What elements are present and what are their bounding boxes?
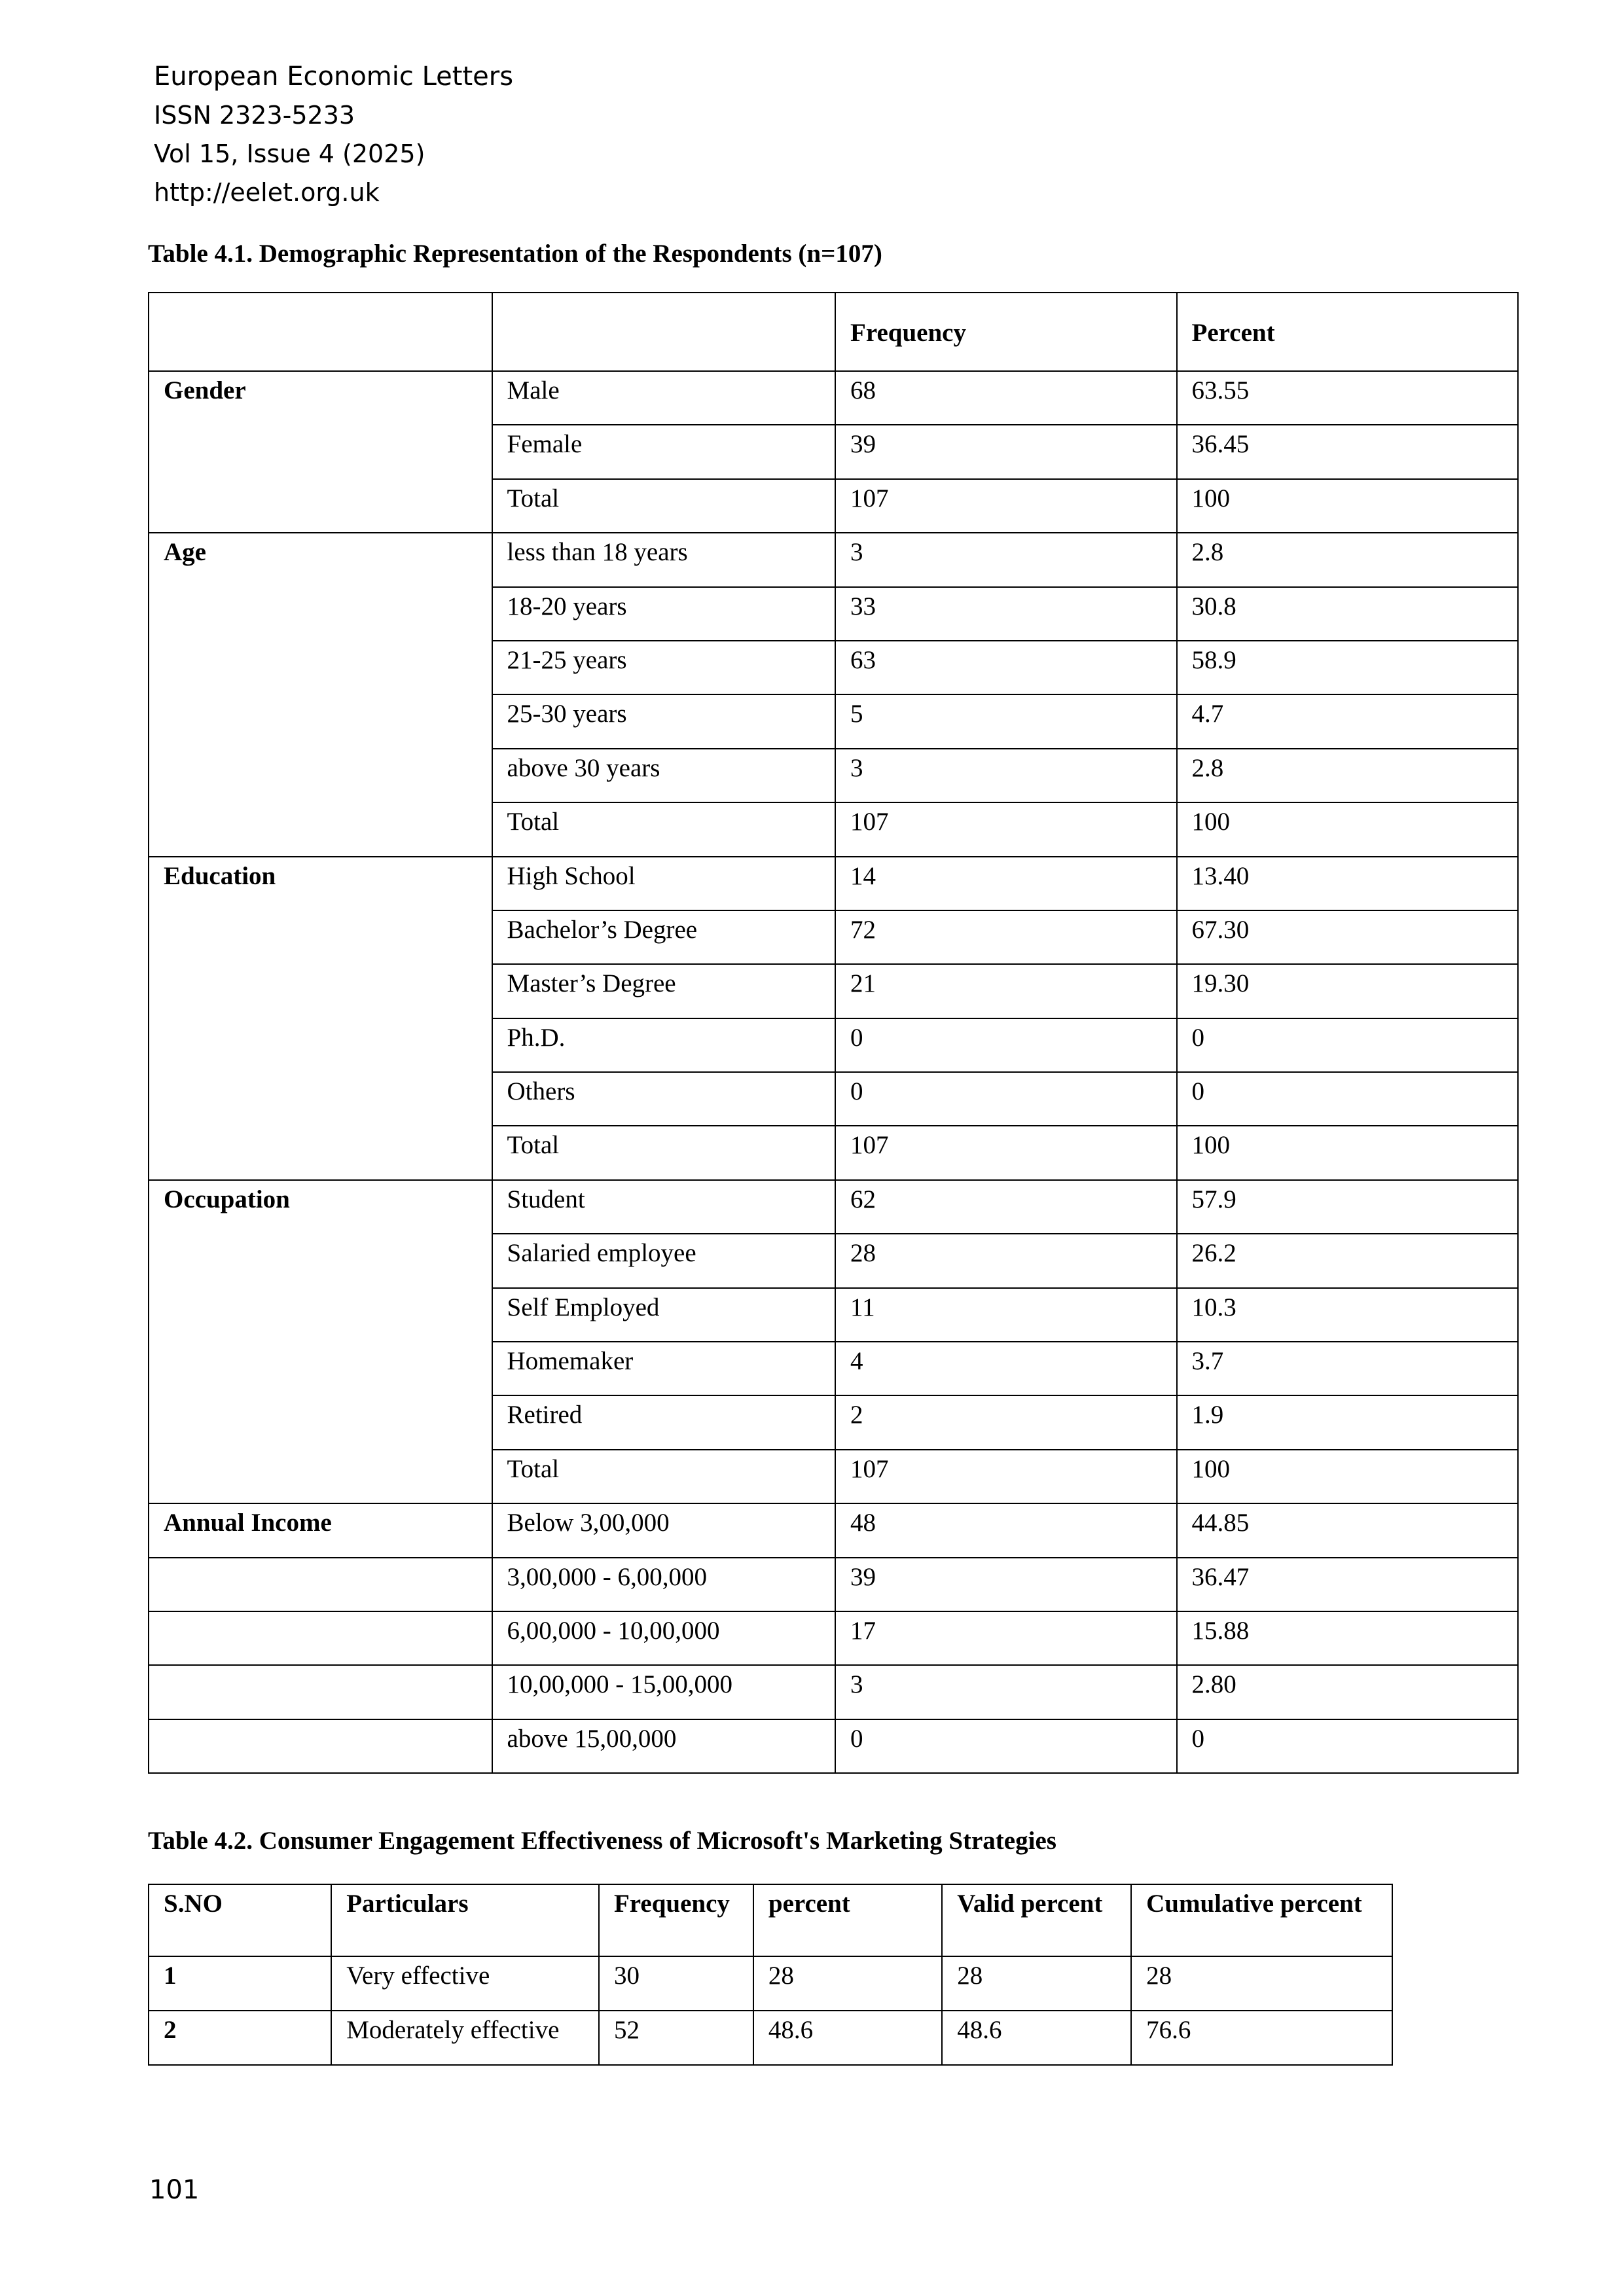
table2-header-cell: percent [753, 1884, 942, 1956]
table1-cell: 4.7 [1177, 694, 1518, 748]
table1-cell: 10.3 [1177, 1288, 1518, 1342]
table2-cell: 2 [149, 2011, 331, 2065]
table1-header-cell [149, 293, 492, 371]
table1-cell: 18-20 years [492, 587, 836, 641]
table1-cell: Ph.D. [492, 1018, 836, 1072]
table1-cell: 0 [1177, 1719, 1518, 1773]
table1-cell: 48 [835, 1503, 1177, 1557]
table1-cell: Total [492, 802, 836, 856]
table2-row [149, 2011, 1392, 2065]
table1-cell: 30.8 [1177, 587, 1518, 641]
table1-category-cell: Gender [149, 371, 492, 533]
table1-cell: 63.55 [1177, 371, 1518, 425]
table1-cell: Student [492, 1180, 836, 1234]
table2-cell: 28 [1131, 1956, 1392, 2011]
table1-cell: 39 [835, 1558, 1177, 1611]
table2-header-cell: Valid percent [942, 1884, 1131, 1956]
table1-header-cell [492, 293, 836, 371]
table1-cell: 19.30 [1177, 964, 1518, 1018]
table1-cell: 3,00,000 - 6,00,000 [492, 1558, 836, 1611]
table1-row [149, 857, 1518, 910]
table1-cell: 15.88 [1177, 1611, 1518, 1665]
table1-row [149, 1558, 1518, 1611]
table1-cell: 26.2 [1177, 1234, 1518, 1287]
table2-cell: 1 [149, 1956, 331, 2011]
table2-cell: 30 [599, 1956, 753, 2011]
table1-empty-cell [149, 1719, 492, 1773]
table1-cell: 57.9 [1177, 1180, 1518, 1234]
table1-body [149, 371, 1518, 1773]
journal-volume: Vol 15, Issue 4 (2025) [154, 139, 425, 168]
table1-cell: High School [492, 857, 836, 910]
table2-body [149, 1956, 1392, 2065]
table1-cell: 6,00,000 - 10,00,000 [492, 1611, 836, 1665]
table1-cell: 33 [835, 587, 1177, 641]
table1-cell: Total [492, 1450, 836, 1503]
table1-cell: Master’s Degree [492, 964, 836, 1018]
engagement-table [148, 1884, 1393, 2066]
table1-cell: 0 [835, 1072, 1177, 1126]
table2-header-row [149, 1884, 1392, 1956]
table1-cell: 2.80 [1177, 1665, 1518, 1719]
table1-cell: 17 [835, 1611, 1177, 1665]
table2-row [149, 1956, 1392, 2011]
table1-cell: 58.9 [1177, 641, 1518, 694]
table1-cell: 13.40 [1177, 857, 1518, 910]
table1-cell: Homemaker [492, 1342, 836, 1395]
table1-cell: above 15,00,000 [492, 1719, 836, 1773]
table1-cell: 2 [835, 1395, 1177, 1449]
table2-header-cell: Frequency [599, 1884, 753, 1956]
table1-cell: 100 [1177, 479, 1518, 533]
table1-header-row [149, 293, 1518, 371]
table1-cell: 100 [1177, 1126, 1518, 1179]
table1-cell: 0 [835, 1719, 1177, 1773]
table1-cell: 62 [835, 1180, 1177, 1234]
table1-cell: 67.30 [1177, 910, 1518, 964]
table1-cell: 21-25 years [492, 641, 836, 694]
journal-title: European Economic Letters [154, 62, 514, 92]
table1-cell: 107 [835, 802, 1177, 856]
table1-row [149, 1665, 1518, 1719]
table2-cell: 28 [942, 1956, 1131, 2011]
demographics-table [148, 292, 1519, 1774]
table1-cell: 3 [835, 1665, 1177, 1719]
table1-row [149, 533, 1518, 586]
table2-caption: Table 4.2. Consumer Engagement Effectiveness of Microsoft's Marketing Strategies [148, 1827, 1056, 1855]
table1-category-cell: Age [149, 533, 492, 856]
table1-empty-cell [149, 1611, 492, 1665]
table1-cell: 0 [835, 1018, 1177, 1072]
journal-issn: ISSN 2323-5233 [154, 101, 355, 130]
table2-cell: 48.6 [753, 2011, 942, 2065]
table1-cell: 3 [835, 533, 1177, 586]
table1-category-cell: Education [149, 857, 492, 1180]
journal-header [154, 58, 513, 212]
table1-cell: 107 [835, 479, 1177, 533]
table1-row [149, 1719, 1518, 1773]
table1-cell: 28 [835, 1234, 1177, 1287]
table1-row [149, 1180, 1518, 1234]
table1-cell: 107 [835, 1126, 1177, 1179]
table1-cell: 5 [835, 694, 1177, 748]
table2-cell: 28 [753, 1956, 942, 2011]
table1-cell: 36.47 [1177, 1558, 1518, 1611]
table1-cell: Female [492, 425, 836, 478]
table1-cell: 0 [1177, 1018, 1518, 1072]
table1-cell: 10,00,000 - 15,00,000 [492, 1665, 836, 1719]
table1-cell: 2.8 [1177, 533, 1518, 586]
table1-cell: Others [492, 1072, 836, 1126]
table1-cell: 107 [835, 1450, 1177, 1503]
table1-header-cell: Percent [1177, 293, 1518, 371]
table1-row [149, 371, 1518, 425]
table1-cell: Male [492, 371, 836, 425]
table1-empty-cell [149, 1558, 492, 1611]
table2-header-cell: Particulars [331, 1884, 599, 1956]
table1-category-cell: Annual Income [149, 1503, 492, 1557]
table1-row [149, 1611, 1518, 1665]
table1-cell: less than 18 years [492, 533, 836, 586]
table1-cell: 100 [1177, 1450, 1518, 1503]
table2-header-cell: Cumulative percent [1131, 1884, 1392, 1956]
table1-cell: 4 [835, 1342, 1177, 1395]
table1-cell: 25-30 years [492, 694, 836, 748]
table1-cell: 44.85 [1177, 1503, 1518, 1557]
journal-url: http://eelet.org.uk [154, 178, 380, 207]
table1-header-cell: Frequency [835, 293, 1177, 371]
table1-cell: 63 [835, 641, 1177, 694]
table1-cell: 21 [835, 964, 1177, 1018]
table1-cell: Self Employed [492, 1288, 836, 1342]
table1-cell: 3.7 [1177, 1342, 1518, 1395]
table1-row [149, 1503, 1518, 1557]
table1-cell: 1.9 [1177, 1395, 1518, 1449]
table1-cell: 68 [835, 371, 1177, 425]
table1-cell: 0 [1177, 1072, 1518, 1126]
table2-cell: 52 [599, 2011, 753, 2065]
table1-cell: Total [492, 479, 836, 533]
table2-cell: 76.6 [1131, 2011, 1392, 2065]
table1-caption: Table 4.1. Demographic Representation of the Respondents (n=107) [148, 240, 882, 268]
table1-cell: 3 [835, 749, 1177, 802]
table1-cell: 39 [835, 425, 1177, 478]
table1-cell: Retired [492, 1395, 836, 1449]
table1-category-cell: Occupation [149, 1180, 492, 1503]
table1-cell: 72 [835, 910, 1177, 964]
table2-cell: 48.6 [942, 2011, 1131, 2065]
table1-cell: 11 [835, 1288, 1177, 1342]
table1-cell: 36.45 [1177, 425, 1518, 478]
table1-cell: 14 [835, 857, 1177, 910]
table2-header-cell: S.NO [149, 1884, 331, 1956]
table1-cell: Total [492, 1126, 836, 1179]
table1-cell: Below 3,00,000 [492, 1503, 836, 1557]
table1-cell: Salaried employee [492, 1234, 836, 1287]
table1-cell: 2.8 [1177, 749, 1518, 802]
table2-cell: Moderately effective [331, 2011, 599, 2065]
table1-empty-cell [149, 1665, 492, 1719]
table2-cell: Very effective [331, 1956, 599, 2011]
table1-cell: Bachelor’s Degree [492, 910, 836, 964]
table1-cell: 100 [1177, 802, 1518, 856]
page-number: 101 [149, 2175, 200, 2205]
table1-cell: above 30 years [492, 749, 836, 802]
